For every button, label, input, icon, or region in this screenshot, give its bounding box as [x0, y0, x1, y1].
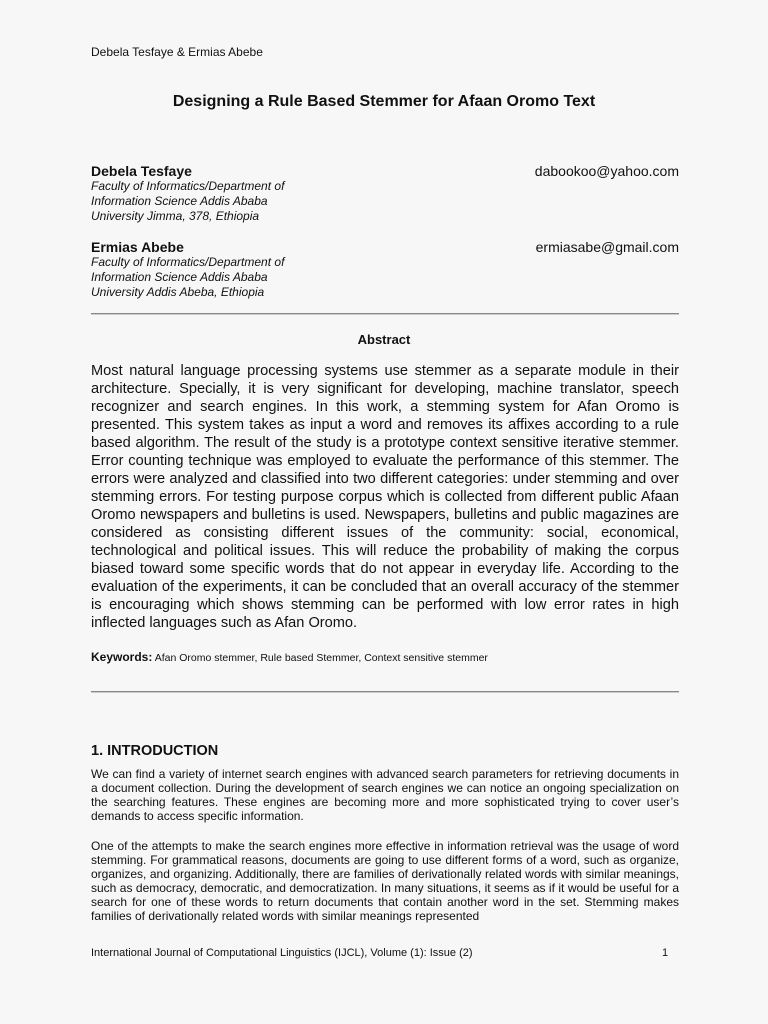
- footer-journal: International Journal of Computational Linguistics (IJCL), Volume (1): Issue (2): [91, 947, 473, 959]
- abstract-heading: Abstract: [357, 332, 411, 347]
- author-name: Debela Tesfaye: [91, 163, 192, 179]
- keywords-label: Keywords:: [91, 650, 153, 664]
- author-email: dabookoo@yahoo.com: [534, 163, 679, 179]
- intro-paragraph-2: One of the attempts to make the search engines more effective in information retrieval was the usage of word stemming. For grammatical reasons, documents are going to use different forms of a word, such as organize, organizes, and organizing. Additionally, there are families of derivationally related words with similar meanings, such as democracy, democratic, and democratization. In many situations, it seems as if it would be useful for a search for one of these words to return documents that contain another word in the set. Stemming makes families of derivationally related words with similar meanings represented: [91, 839, 679, 923]
- abstract-body: Most natural language processing systems use stemmer as a separate module in their architecture. Specially, it is very significant for developing, machine translator, speech recognizer and search engines. In this work, a stemming system for Afan Oromo is presented. This system takes as input a word and removes its affixes according to a rule based algorithm. The result of the study is a prototype context sensitive iterative stemmer. Error counting technique was employed to evaluate the performance of this stemmer. The errors were analyzed and classified into two different categories: under stemming and over stemming errors. For testing purpose corpus which is collected from different public Afaan Oromo newspapers and bulletins is used. Newspapers, bulletins and public magazines are considered as consisting different issues of the community: social, economical, technological and political issues. This will reduce the probability of making the corpus biased toward some specific words that do not appear in everyday life. According to the evaluation of the experiments, it can be concluded that an overall accuracy of the stemmer is encouraging which shows stemming can be performed with low error rates in high inflected languages such as Afan Oromo.: [91, 363, 679, 631]
- affiliation-line: Faculty of Informatics/Department of: [91, 255, 285, 269]
- paper-title: Designing a Rule Based Stemmer for Afaan Oromo Text: [172, 93, 596, 110]
- affiliation-line: Faculty of Informatics/Department of: [91, 179, 285, 193]
- affiliation-line: University Addis Abeba, Ethiopia: [91, 285, 265, 299]
- affiliation-line: Information Science Addis Ababa: [91, 270, 268, 284]
- section-heading: 1. INTRODUCTION: [91, 743, 219, 759]
- affiliation-line: University Jimma, 378, Ethiopia: [91, 209, 260, 223]
- divider-rule: [91, 691, 679, 693]
- author-block-2: [91, 239, 679, 300]
- author-email: ermiasabe@gmail.com: [535, 239, 679, 255]
- divider-rule: [91, 313, 679, 315]
- author-name: Ermias Abebe: [91, 239, 184, 255]
- page-number: 1: [662, 947, 669, 959]
- intro-paragraph-1: We can find a variety of internet search engines with advanced search parameters for retrieving documents in a document collection. During the development of search engines we can notice an ongoing specialization on the searching features. These engines are becoming more and more sophisticated trying to cover user’s demands to access specific information.: [91, 767, 679, 823]
- keywords-text: Afan Oromo stemmer, Rule based Stemmer, Context sensitive stemmer: [152, 652, 488, 664]
- keywords-line: [91, 650, 679, 664]
- affiliation-line: Information Science Addis Ababa: [91, 194, 268, 208]
- author-block-1: [91, 163, 679, 224]
- running-header: Debela Tesfaye & Ermias Abebe: [91, 45, 263, 59]
